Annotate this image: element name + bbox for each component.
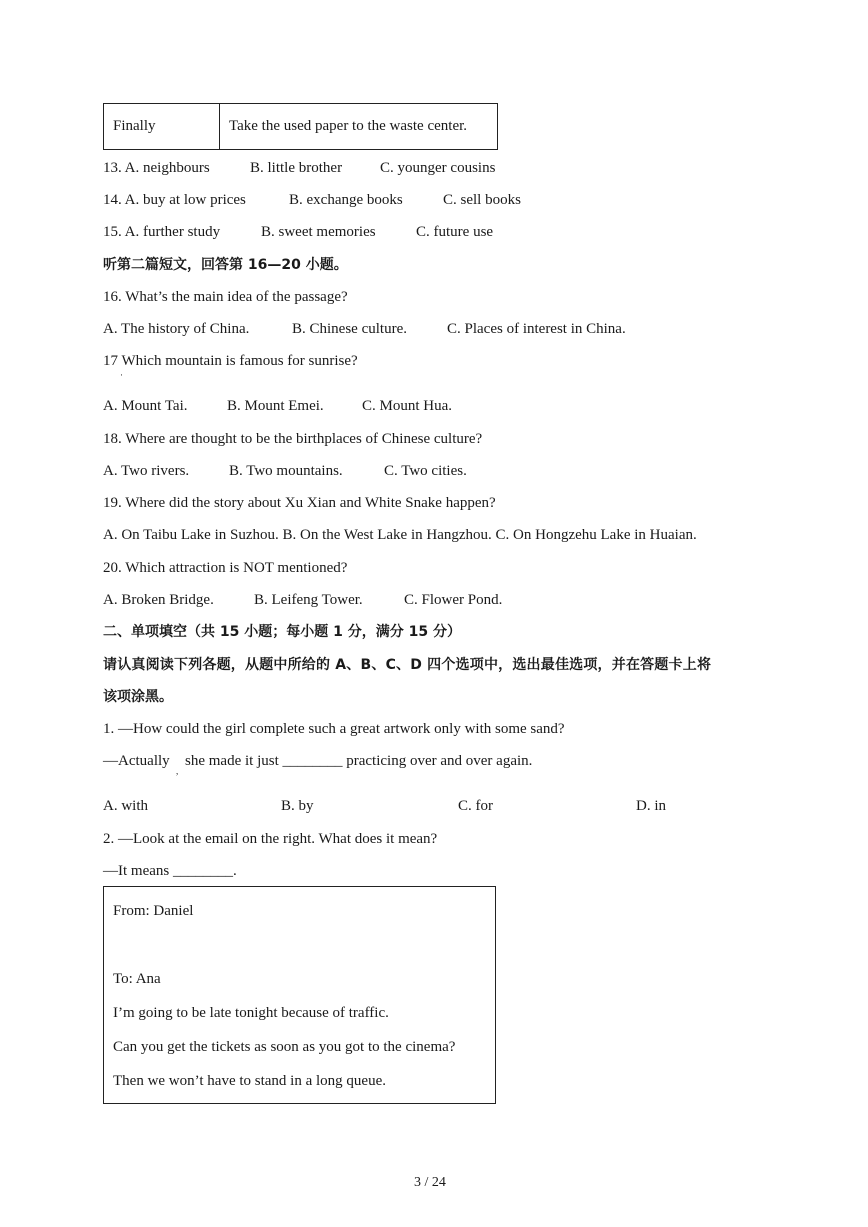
q20-option-a: A. Broken Bridge.: [103, 592, 214, 608]
s2-answer: —It means ________.: [103, 863, 237, 879]
email-line-3: Then we won’t have to stand in a long queue.: [113, 1073, 386, 1089]
q14-option-c: C. sell books: [443, 192, 521, 208]
q16-option-a: A. The history of China.: [103, 321, 250, 337]
part2-instruction-line2: 该项涂黑。: [103, 689, 173, 705]
arrangement-table: [103, 103, 498, 150]
q20-option-c: C. Flower Pond.: [404, 592, 503, 608]
s1-answer-start: —Actually: [103, 753, 170, 769]
q13-option-c: C. younger cousins: [380, 160, 496, 176]
s1-option-d: D. in: [636, 798, 666, 814]
stray-mark: ,: [176, 766, 179, 776]
q18-option-b: B. Two mountains.: [229, 463, 343, 479]
q17-question: 17 Which mountain is famous for sunrise?: [103, 353, 358, 369]
table-cell-action: Take the used paper to the waste center.: [220, 104, 498, 150]
email-to: To: Ana: [113, 971, 161, 987]
email-box: [103, 886, 496, 1104]
q20-option-b: B. Leifeng Tower.: [254, 592, 363, 608]
q16-question: 16. What’s the main idea of the passage?: [103, 289, 348, 305]
q15-option-a: 15. A. further study: [103, 224, 221, 240]
q20-question: 20. Which attraction is NOT mentioned?: [103, 560, 348, 576]
q18-option-c: C. Two cities.: [384, 463, 467, 479]
q17-option-b: B. Mount Emei.: [227, 398, 324, 414]
part2-instruction-line1: 请认真阅读下列各题，从题中所给的 A、B、C、D 四个选项中，选出最佳选项，并在答题卡上将: [103, 657, 712, 673]
email-line-1: I’m going to be late tonight because of traffic.: [113, 1005, 389, 1021]
s1-option-b: B. by: [281, 798, 314, 814]
q19-options: A. On Taibu Lake in Suzhou. B. On the West Lake in Hangzhou. C. On Hongzehu Lake in Huaian.: [103, 527, 697, 543]
q13-option-b: B. little brother: [250, 160, 343, 176]
table-cell-step: Finally: [104, 104, 220, 150]
page-number: 3 / 24: [414, 1175, 446, 1190]
email-line-2: Can you get the tickets as soon as you got to the cinema?: [113, 1039, 456, 1055]
s2-question: 2. —Look at the email on the right. What does it mean?: [103, 831, 438, 847]
q13-option-a: 13. A. neighbours: [103, 160, 210, 176]
s1-option-a: A. with: [103, 798, 148, 814]
q18-option-a: A. Two rivers.: [103, 463, 190, 479]
q15-option-b: B. sweet memories: [261, 224, 376, 240]
q15-option-c: C. future use: [416, 224, 494, 240]
q16-option-b: B. Chinese culture.: [292, 321, 407, 337]
q19-question: 19. Where did the story about Xu Xian and White Snake happen?: [103, 495, 496, 511]
stray-mark: ·: [120, 370, 123, 380]
q14-option-a: 14. A. buy at low prices: [103, 192, 246, 208]
section2-intro: 听第二篇短文，回答第 16—20 小题。: [103, 257, 348, 273]
q17-option-c: C. Mount Hua.: [362, 398, 452, 414]
s1-answer-rest: she made it just ________ practicing over and over again.: [185, 753, 533, 769]
s1-option-c: C. for: [458, 798, 493, 814]
q18-question: 18. Where are thought to be the birthplaces of Chinese culture?: [103, 431, 483, 447]
q16-option-c: C. Places of interest in China.: [447, 321, 626, 337]
s1-question: 1. —How could the girl complete such a great artwork only with some sand?: [103, 721, 565, 737]
q14-option-b: B. exchange books: [289, 192, 403, 208]
part2-heading: 二、单项填空（共 15 小题；每小题 1 分，满分 15 分）: [103, 624, 461, 640]
q17-option-a: A. Mount Tai.: [103, 398, 188, 414]
email-from: From: Daniel: [113, 903, 194, 919]
